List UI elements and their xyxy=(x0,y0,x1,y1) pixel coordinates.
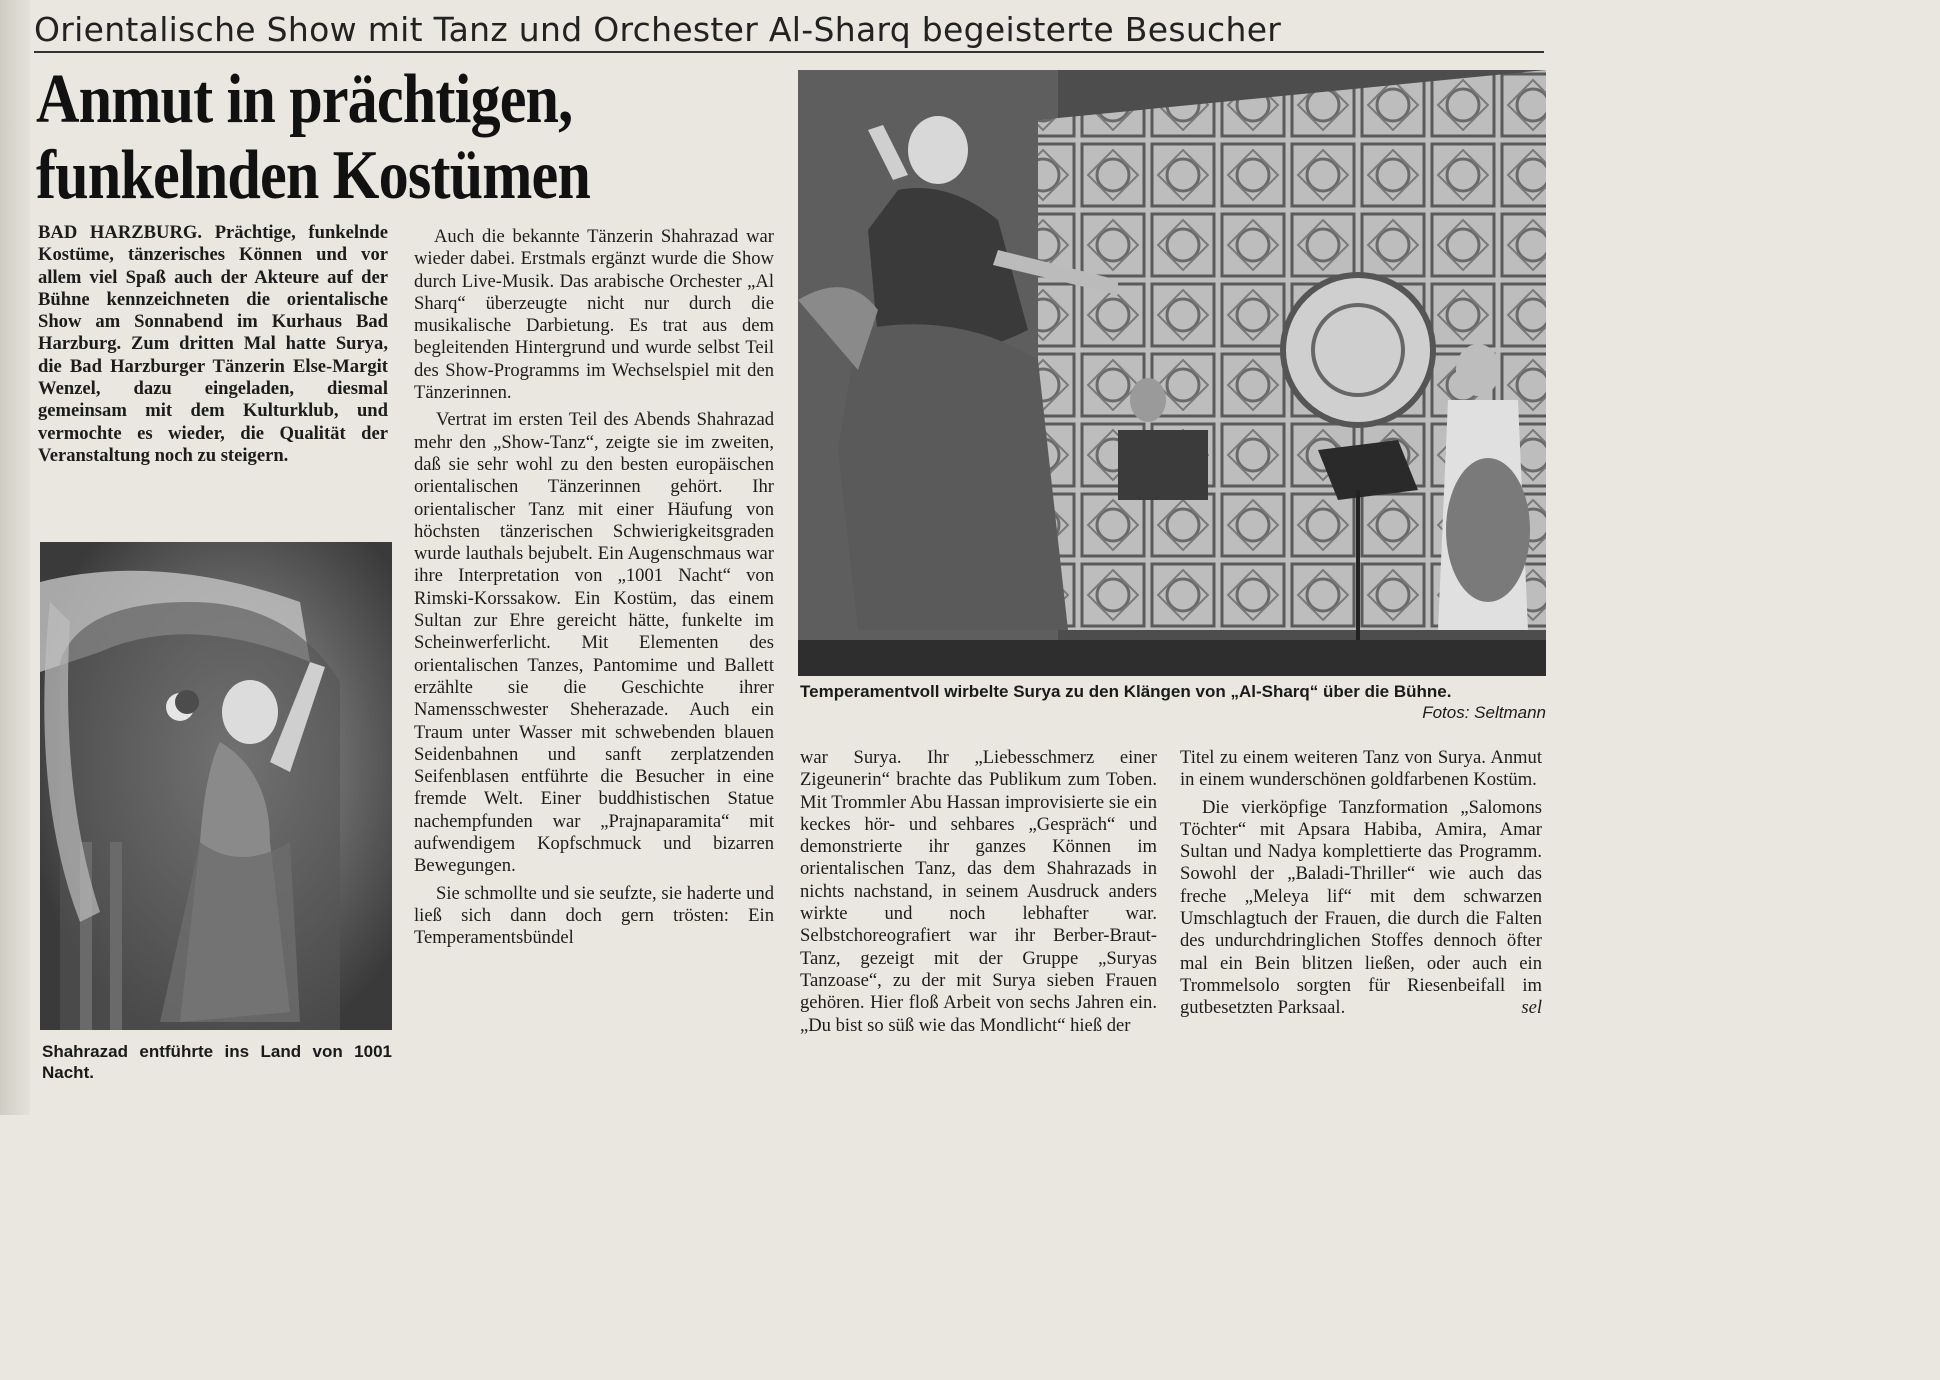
photo-credit: Fotos: Seltmann xyxy=(1422,703,1546,722)
dancer-photo-image xyxy=(40,542,392,1030)
lead-column xyxy=(38,222,388,467)
paragraph: Auch die bekannte Tänzerin Shahrazad war wieder dabei. Erstmals ergänzt wurde die Show durch Live-Musik. Das arabische Orchester „Al Sharq“ überzeugte nicht nur durch die musikalische Darbietung. Es trat aus dem begleitenden Hintergrund und wurde selbst Teil des Show-Programms im Wechselspiel mit den Tänzerinnen. xyxy=(414,226,774,404)
caption-shahrazad: Shahrazad entführte ins Land von 1001 Nacht. xyxy=(42,1042,392,1082)
paragraph: Vertrat im ersten Teil des Abends Shahrazad mehr den „Show-Tanz“, zeigte sie im zweiten, daß sie sehr wohl zu den besten europäischen orientalischen Tänzerinnen gehört. Ihr orientalischer Tanz mit einer Häufung von höchsten tänzerischen Schwierigkeitsgraden wurde lauthals bejubelt. Ein Augenschmaus war ihre Interpretation von „1001 Nacht“ von Rimski-Korssakow. Ein Kostüm, das einem Sultan zur Ehre gereicht hätte, funkelte im Scheinwerferlicht. Mit Elementen des orientalischen Tanzes, Pantomime und Ballett erzählte sie die Geschichte ihrer Namensschwester Sheherazade. Auch ein Traum unter Wasser mit schwebenden blauen Seidenbahnen und sanft zerplatzenden Seifenblasen entführte die Besucher in eine fremde Welt. Einer buddhistischen Statue nachempfunden war „Prajnaparamita“ mit aufwendigem Kopfschmuck und bizarren Bewegungen. xyxy=(414,409,774,877)
kicker-line: Orientalische Show mit Tanz und Orchester Al-Sharq begeisterte Besucher xyxy=(34,10,1544,53)
paragraph xyxy=(1180,797,1542,1020)
adjacent-page-edge xyxy=(0,0,30,1115)
headline-line-1: Anmut in prächtigen, xyxy=(36,61,573,138)
paragraph-text: Die vierköpfige Tanzformation „Salomons Töchter“ mit Apsara Habiba, Amira, Amar Sultan und Nadya komplettierte das Programm. Sowohl der „Baladi-Thriller“ wie auch das freche „Meleya lif“ mit dem schwarzen Umschlagtuch der Frauen, die durch die Falten des undurchdringlichen Stoffes dennoch öfter mal ein Bein blitzen ließen, oder auch ein Trommelsolo sorgten für Riesenbeifall im gutbesetzten Parksaal. xyxy=(1180,796,1542,1019)
paragraph: war Surya. Ihr „Liebesschmerz einer Zigeunerin“ brachte das Publikum zum Toben. Mit Trommler Abu Hassan improvisierte sie ein keckes hör- und sehbares „Gespräch“ und demonstrierte ihr ganzes Können im orientalischen Tanz, das dem Shahrazads in nichts nachstand, in seinem Ausdruck anders wirkte und noch lebhafter war. Selbstchoreografiert war ihr Berber-Braut-Tanz, gezeigt mit der Gruppe „Suryas Tanzoase“, zu der mit Surya sieben Frauen gehören. Hier floß Arbeit von sechs Jahren ein. „Du bist so süß wie das Mondlicht“ hieß der xyxy=(800,747,1157,1036)
paragraph: Titel zu einem weiteren Tanz von Surya. Anmut in einem wunderschönen goldfarbenen Kostüm. xyxy=(1180,747,1542,791)
lead-paragraph: BAD HARZBURG. Prächtige, funkelnde Kostüme, tänzerisches Können und vor allem viel Spaß auch der Akteure auf der Bühne kennzeichneten die orientalische Show am Sonnabend im Kurhaus Bad Harzburg. Zum dritten Mal hatte Surya, die Bad Harzburger Tänzerin Else-Margit Wenzel, dazu eingeladen, diesmal gemeinsam mit dem Kulturklub, und vermochte es wieder, die Qualität der Veranstaltung noch zu steigern. xyxy=(38,222,388,466)
headline-line-2: funkelnden Kostümen xyxy=(36,137,591,214)
article-column-2 xyxy=(414,226,774,950)
article-column-3 xyxy=(800,747,1157,1037)
caption-surya: Temperamentvoll wirbelte Surya zu den Klängen von „Al-Sharq“ über die Bühne. xyxy=(800,682,1452,701)
author-signature: sel xyxy=(1521,997,1542,1019)
photo-shahrazad xyxy=(40,542,392,1030)
stage-photo-image xyxy=(798,70,1546,676)
article-column-4 xyxy=(1180,747,1542,1020)
paragraph: Sie schmollte und sie seufzte, sie haderte und ließ sich dann doch gern trösten: Ein Temperamentsbündel xyxy=(414,882,774,949)
photo-surya-orchestra xyxy=(798,70,1546,676)
headline xyxy=(36,62,690,214)
